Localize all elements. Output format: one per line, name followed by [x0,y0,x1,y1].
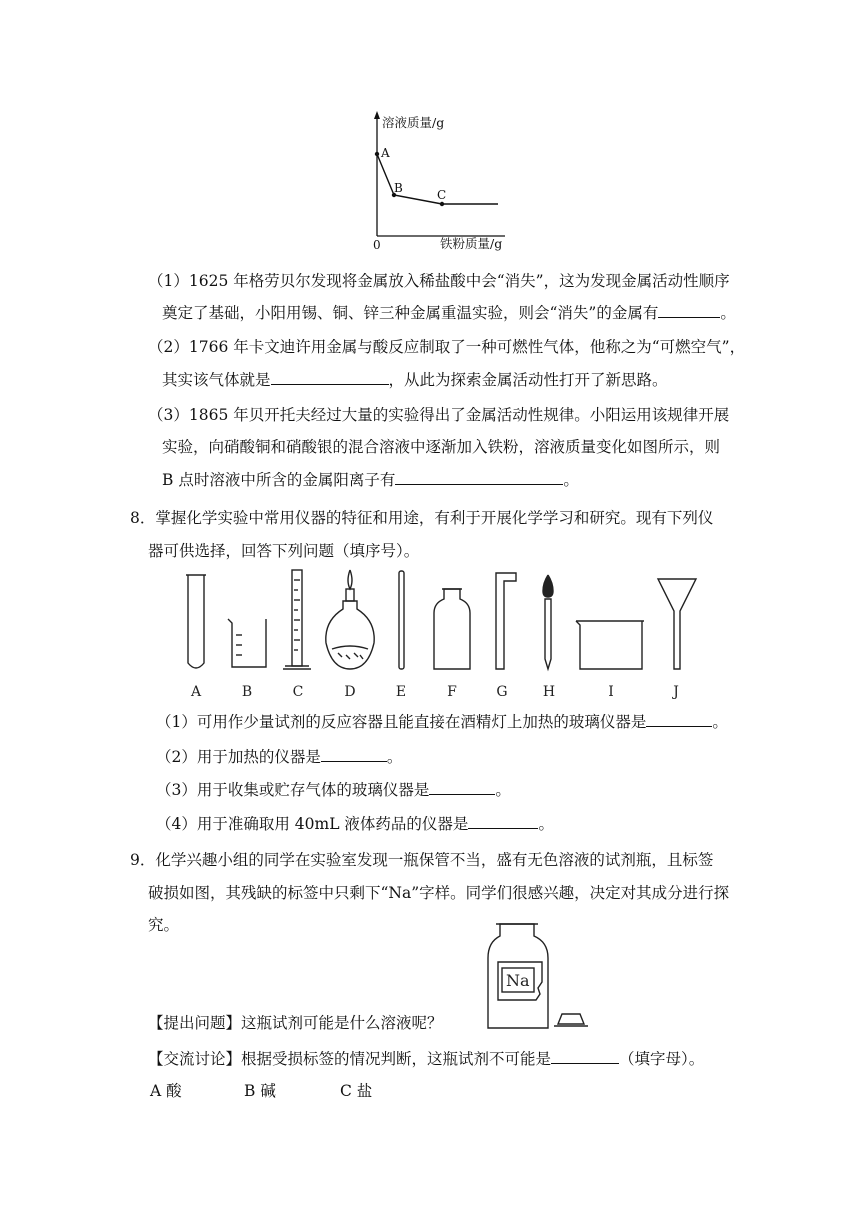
instrument-label-a: A [190,684,202,700]
q7-part3-answer-blank[interactable] [395,468,563,485]
q8-sub2-answer-blank[interactable] [321,745,387,762]
funnel-icon [658,579,696,669]
lab-instruments-figure [170,565,700,705]
instrument-label-b: B [241,684,253,700]
instrument-label-h: H [542,684,556,700]
q9-number: 9． [130,851,156,869]
q8-sub1: （1）可用作少量试剂的反应容器且能直接在酒精灯上加热的玻璃仪器是 。 [156,710,728,733]
q7-part2-line1: （2）1766 年卡文迪许用金属与酸反应制取了一种可燃性气体，他称之为“可燃空气”， [148,338,746,356]
q7-part1-line1: （1）1625 年格劳贝尔发现将金属放入稀盐酸中会“消失”，这为发现金属活动性顺序 [148,272,730,290]
q8-sub4: （4）用于准确取用 40mL 液体药品的仪器是 。 [156,812,554,835]
q8-sub4-answer-blank[interactable] [468,812,538,829]
bent-tube-icon [496,573,516,669]
q9-stem-line3: 究。 [148,916,180,934]
q8-sub3-answer-blank[interactable] [429,778,495,795]
graduated-cylinder-icon [283,570,311,669]
q7-part3-line3: B 点时溶液中所含的金属阳离子有 。 [162,468,579,491]
instrument-label-j: J [673,684,679,700]
q9-stem-line2: 破损如图，其残缺的标签中只剩下“Na”字样。同学们很感兴趣，决定对其成分进行探 [148,884,730,902]
q7-part2-answer-blank[interactable] [271,368,389,385]
instrument-label-e: E [395,684,407,700]
x-axis-label: 铁粉质量/g [440,236,503,251]
dropper-icon [543,575,553,669]
instrument-label-f: F [447,684,457,700]
label-na-text: Na [506,971,530,990]
instrument-label-i: I [608,684,614,700]
reagent-bottle-figure [484,920,594,1032]
instrument-label-d: D [344,684,356,700]
q8-number: 8． [130,509,156,527]
origin-label: 0 [373,238,381,252]
test-tube-icon [186,575,206,668]
instrument-label-g: G [496,684,508,700]
q9-option-c: C 盐 [340,1082,373,1100]
q8-sub3: （3）用于收集或贮存气体的玻璃仪器是 。 [156,778,511,801]
point-b-label: B [394,181,403,195]
q7-part3-line1: （3）1865 年贝开托夫经过大量的实验得出了金属活动性规律。小阳运用该规律开展 [148,406,730,424]
q9-option-a: A 酸 [150,1082,182,1100]
glass-rod-icon [399,571,404,669]
q8-sub1-answer-blank[interactable] [646,710,712,727]
q7-part1-line2: 奠定了基础，小阳用锡、铜、锌三种金属重温实验，则会“消失”的金属有 。 [162,301,736,324]
q9-stem-line1: 9．化学兴趣小组的同学在实验室发现一瓶保管不当，盛有无色溶液的试剂瓶，且标签 [130,851,714,869]
q7-part1-answer-blank[interactable] [658,301,720,318]
q9-discuss-answer-blank[interactable] [551,1047,619,1064]
q8-stem-line1: 8．掌握化学实验中常用仪器的特征和用途，有利于开展化学学习和研究。现有下列仪 [130,509,714,527]
small-beaker-icon [228,619,266,667]
y-axis-label: 溶液质量/g [382,115,445,130]
q7-part1-text: 奠定了基础，小阳用锡、铜、锌三种金属重温实验，则会“消失”的金属有 [162,304,659,322]
point-c-label: C [437,188,447,202]
q9-option-b: B 碱 [244,1082,276,1100]
point-a-label: A [381,146,390,160]
instrument-label-c: C [292,684,304,700]
solution-mass-graph [360,108,510,253]
q7-part2-line2: 其实该气体就是 ，从此为探索金属活动性打开了新思路。 [162,368,668,391]
q9-discuss: 【交流讨论】根据受损标签的情况判断，这瓶试剂不可能是 （填字母）。 [148,1047,704,1070]
alcohol-lamp-icon [326,570,374,669]
trough-icon [576,621,644,669]
q8-stem-line2: 器可供选择，回答下列问题（填序号）。 [148,542,420,560]
q7-part3-line2: 实验，向硝酸铜和硝酸银的混合溶液中逐渐加入铁粉，溶液质量变化如图所示，则 [162,438,721,456]
q8-sub2: （2）用于加热的仪器是 。 [156,745,402,768]
bottle-stopper-icon [558,1014,584,1024]
q9-ask: 【提出问题】这瓶试剂可能是什么溶液呢？ [148,1014,443,1032]
gas-collecting-bottle-icon [434,589,470,669]
